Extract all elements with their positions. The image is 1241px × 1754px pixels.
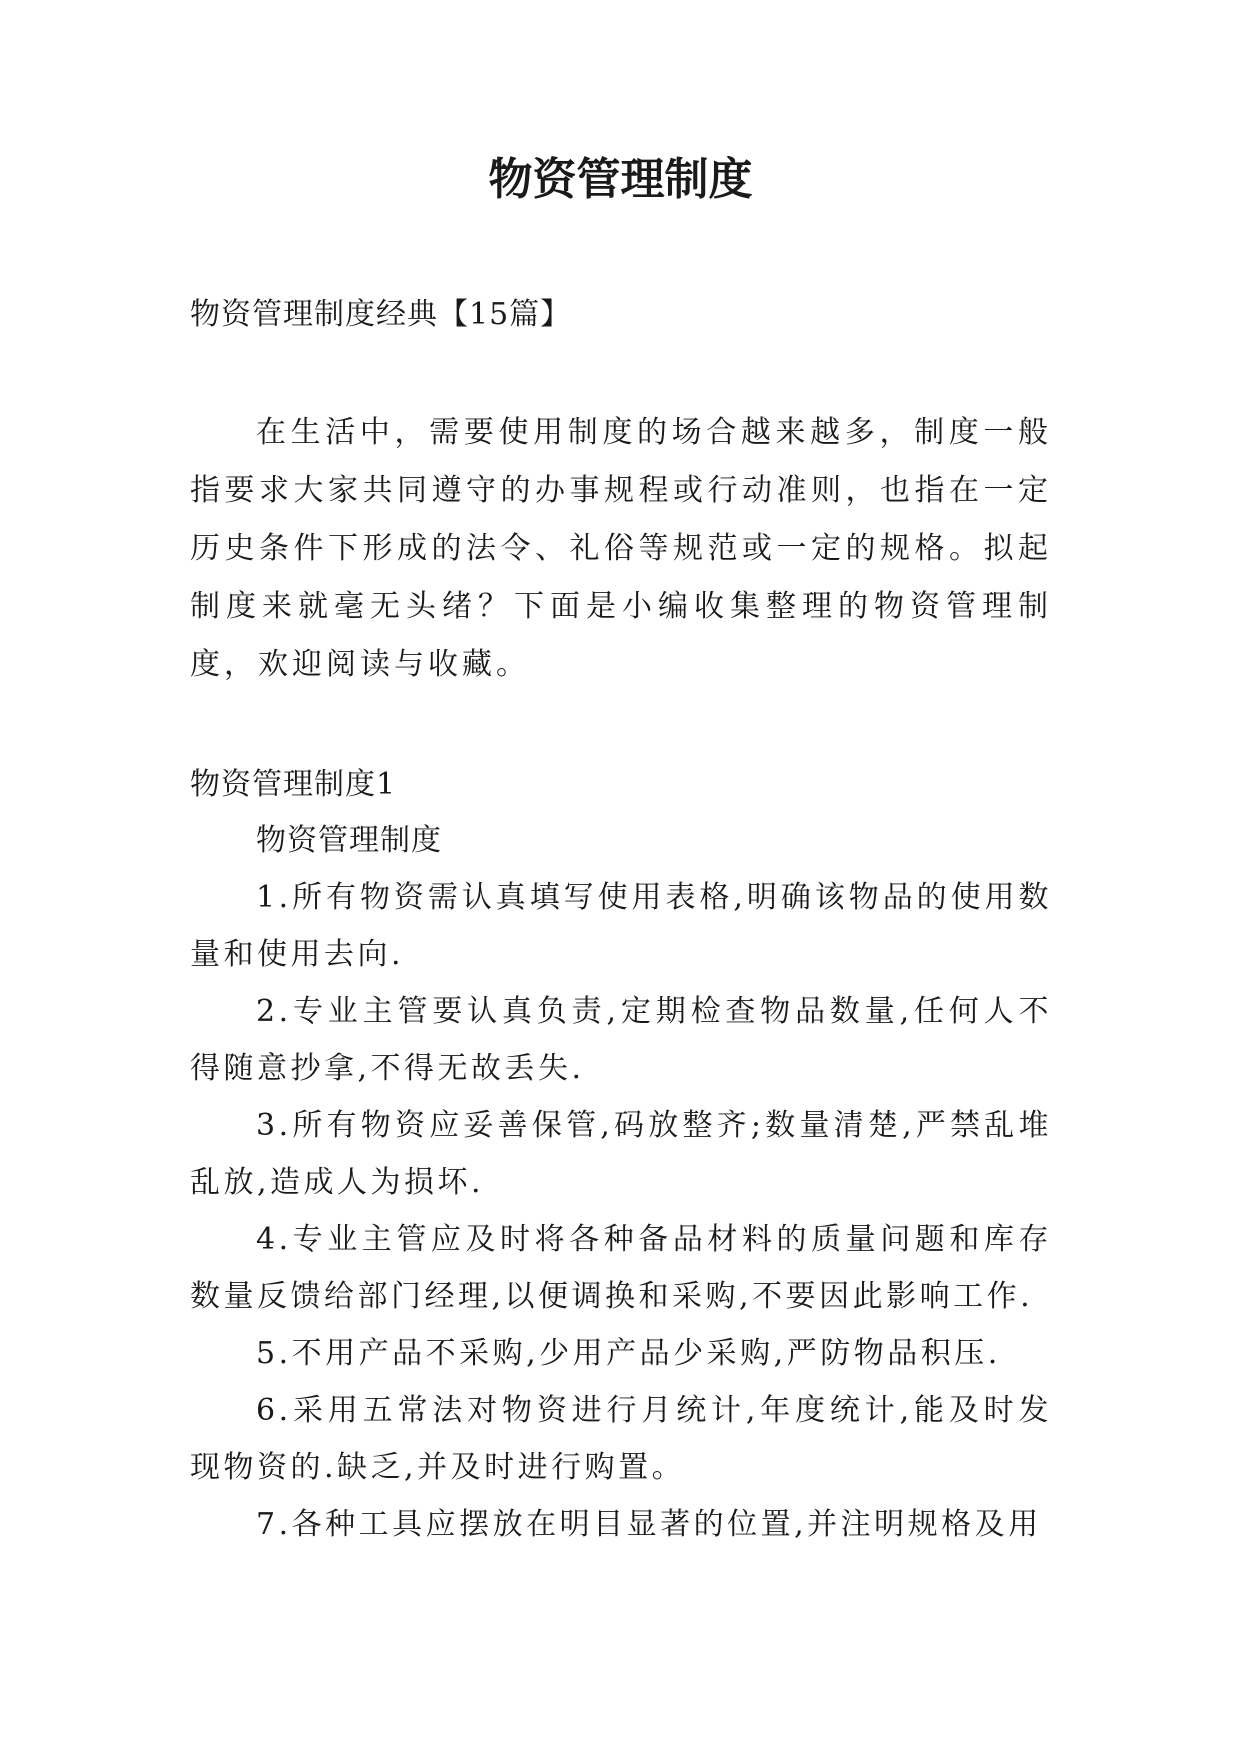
document-subtitle: 物资管理制度经典【15篇】 — [190, 297, 572, 332]
section-subheading: 物资管理制度 — [256, 823, 442, 858]
list-item: 4.专业主管应及时将各种备品材料的质量问题和库存数量反馈给部门经理,以便调换和采购,不要因此影响工作. — [190, 1222, 1052, 1314]
intro-paragraph: 在生活中，需要使用制度的场合越来越多，制度一般指要求大家共同遵守的办事规程或行动准则，也指在一定历史条件下形成的法令、礼俗等规范或一定的规格。拟起制度来就毫无头绪？下面是小编收集整理的物资管理制度，欢迎阅读与收藏。 — [190, 415, 1052, 682]
list-item: 3.所有物资应妥善保管,码放整齐;数量清楚,严禁乱堆乱放,造成人为损坏. — [190, 1108, 1052, 1200]
list-item: 6.采用五常法对物资进行月统计,年度统计,能及时发现物资的.缺乏,并及时进行购置。 — [190, 1393, 1052, 1485]
list-item: 5.不用产品不采购,少用产品少采购,严防物品积压. — [256, 1336, 1001, 1371]
document-title: 物资管理制度 — [488, 154, 753, 205]
section-heading: 物资管理制度1 — [190, 767, 397, 802]
list-item: 7.各种工具应摆放在明目显著的位置,并注明规格及用 — [256, 1507, 1042, 1542]
section-body — [190, 812, 1052, 1553]
list-item: 1.所有物资需认真填写使用表格,明确该物品的使用数量和使用去向. — [190, 880, 1052, 972]
list-item: 2.专业主管要认真负责,定期检查物品数量,任何人不得随意抄拿,不得无故丢失. — [190, 994, 1052, 1086]
